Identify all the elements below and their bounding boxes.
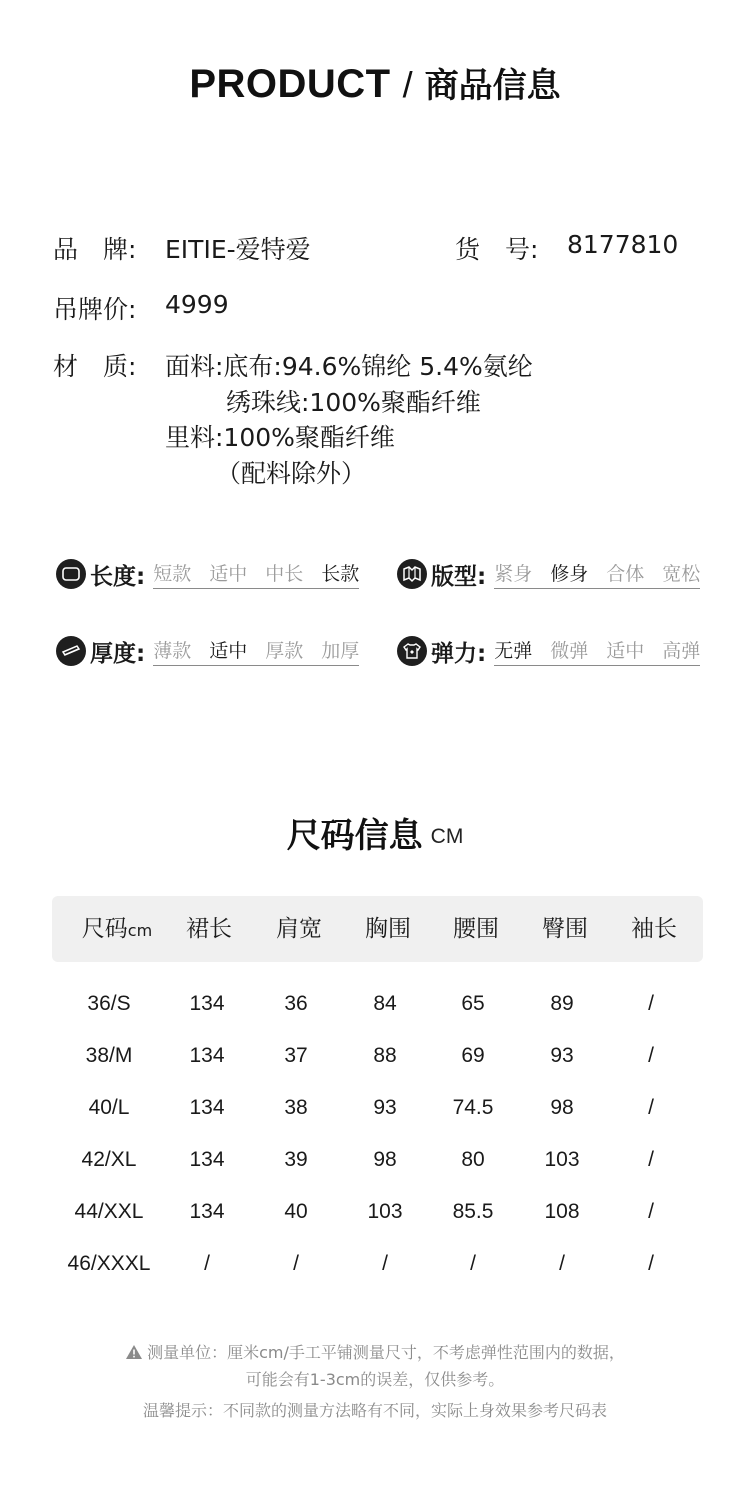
cell-bust: 103 — [367, 1200, 403, 1223]
cell-size: 44/XXL — [74, 1200, 144, 1223]
cell-sleeve: / — [648, 1252, 654, 1275]
cell-waist: 69 — [461, 1044, 485, 1067]
length-options — [153, 559, 359, 589]
table-row — [0, 1238, 750, 1290]
cell-shoulder: 39 — [284, 1148, 308, 1171]
header-size-text: 尺码 — [81, 916, 128, 942]
sku-label: 货 号: — [455, 235, 539, 264]
thickness-option-medium: 适中 — [209, 640, 248, 662]
material-line-3: 里料:100%聚酯纤维 — [165, 423, 395, 452]
thickness-icon — [56, 636, 86, 666]
header-separator: / — [402, 64, 413, 105]
attribute-thickness — [56, 633, 359, 669]
elasticity-option-high: 高弹 — [662, 640, 701, 662]
cell-sleeve: / — [648, 1044, 654, 1067]
cell-skirt-length: 134 — [189, 1096, 225, 1119]
note-line-1-text: 测量单位：厘米cm/手工平铺测量尺寸，不考虑弹性范围内的数据， — [147, 1343, 625, 1362]
brand-label: 品 牌: — [53, 235, 137, 264]
thickness-option-extra-thick: 加厚 — [321, 640, 360, 662]
fit-icon — [397, 559, 427, 589]
header-shoulder: 肩宽 — [276, 916, 322, 942]
note-line-3: 温馨提示：不同款的测量方法略有不同，实际上身效果参考尺码表 — [142, 1401, 607, 1420]
cell-hip: 98 — [550, 1096, 574, 1119]
fit-option-tight: 紧身 — [494, 563, 533, 585]
cell-shoulder: 40 — [284, 1200, 308, 1223]
table-row — [0, 1082, 750, 1134]
elasticity-options — [494, 636, 700, 666]
price-value: 4999 — [165, 290, 229, 319]
cell-waist: 85.5 — [452, 1200, 494, 1223]
cell-hip: 103 — [544, 1148, 580, 1171]
header-title-en: PRODUCT — [189, 62, 391, 106]
header-hip: 臀围 — [542, 916, 588, 942]
cell-size: 38/M — [85, 1044, 133, 1067]
thickness-option-thin: 薄款 — [153, 640, 192, 662]
cell-size: 42/XL — [81, 1148, 137, 1171]
cell-skirt-length: 134 — [189, 992, 225, 1015]
note-line-1 — [0, 1340, 750, 1364]
warning-icon — [125, 1344, 143, 1364]
header-waist: 腰围 — [453, 916, 499, 942]
table-row — [0, 1030, 750, 1082]
header-bust: 胸围 — [365, 916, 411, 942]
cell-hip: / — [559, 1252, 565, 1275]
size-title-unit: CM — [430, 825, 464, 848]
header-size — [67, 896, 167, 962]
page-header — [0, 58, 750, 107]
elasticity-icon — [397, 636, 427, 666]
elasticity-option-slight: 微弹 — [550, 640, 589, 662]
fit-option-loose: 宽松 — [662, 563, 701, 585]
table-row — [0, 1186, 750, 1238]
cell-skirt-length: 134 — [189, 1044, 225, 1067]
fit-option-slim: 修身 — [550, 563, 589, 585]
attribute-fit — [397, 556, 700, 592]
cell-waist: 80 — [461, 1148, 485, 1171]
cell-sleeve: / — [648, 1200, 654, 1223]
fit-options — [494, 559, 700, 589]
elasticity-option-none: 无弹 — [494, 640, 533, 662]
cell-shoulder: 37 — [284, 1044, 308, 1067]
header-sleeve: 袖长 — [631, 916, 677, 942]
header-skirt-length: 裙长 — [186, 916, 232, 942]
cell-sleeve: / — [648, 992, 654, 1015]
length-icon — [56, 559, 86, 589]
cell-sleeve: / — [648, 1096, 654, 1119]
material-line-4: （配料除外） — [216, 459, 367, 488]
sku-value: 8177810 — [567, 230, 679, 259]
thickness-options — [153, 636, 359, 666]
header-title-cn: 商品信息 — [424, 66, 561, 106]
fit-option-regular: 合体 — [606, 563, 645, 585]
length-option-short: 短款 — [153, 563, 192, 585]
note-line-2: 可能会有1-3cm的误差，仅供参考。 — [245, 1370, 505, 1389]
attribute-elasticity — [397, 633, 700, 669]
cell-shoulder: / — [293, 1252, 299, 1275]
cell-size: 46/XXXL — [67, 1252, 151, 1275]
length-label: 长度: — [90, 563, 146, 590]
cell-shoulder: 38 — [284, 1096, 308, 1119]
material-line-2: 绣珠线:100%聚酯纤维 — [226, 388, 481, 417]
fit-label: 版型: — [431, 563, 487, 590]
length-option-long: 长款 — [321, 563, 360, 585]
size-table-header — [52, 896, 703, 962]
attribute-length — [56, 556, 359, 592]
material-label: 材 质: — [53, 352, 137, 381]
size-info-title — [0, 808, 750, 857]
length-option-mid-long: 中长 — [265, 563, 304, 585]
cell-skirt-length: 134 — [189, 1148, 225, 1171]
cell-waist: 74.5 — [452, 1096, 494, 1119]
cell-hip: 108 — [544, 1200, 580, 1223]
cell-size: 40/L — [88, 1096, 130, 1119]
cell-bust: / — [382, 1252, 388, 1275]
elasticity-label: 弹力: — [431, 640, 487, 667]
table-row — [0, 978, 750, 1030]
cell-shoulder: 36 — [284, 992, 308, 1015]
cell-waist: 65 — [461, 992, 485, 1015]
elasticity-option-medium: 适中 — [606, 640, 645, 662]
thickness-label: 厚度: — [90, 640, 146, 667]
cell-bust: 98 — [373, 1148, 397, 1171]
cell-skirt-length: / — [204, 1252, 210, 1275]
cell-size: 36/S — [87, 992, 131, 1015]
material-line-1: 面料:底布:94.6%锦纶 5.4%氨纶 — [165, 352, 533, 381]
cell-hip: 89 — [550, 992, 574, 1015]
length-option-medium: 适中 — [209, 563, 248, 585]
cell-sleeve: / — [648, 1148, 654, 1171]
size-title-text: 尺码信息 — [286, 816, 423, 856]
brand-value: EITIE-爱特爱 — [165, 235, 311, 264]
thickness-option-thick: 厚款 — [265, 640, 304, 662]
table-row — [0, 1134, 750, 1186]
cell-bust: 84 — [373, 992, 397, 1015]
cell-bust: 93 — [373, 1096, 397, 1119]
header-size-unit: cm — [127, 921, 153, 940]
cell-bust: 88 — [373, 1044, 397, 1067]
cell-hip: 93 — [550, 1044, 574, 1067]
cell-waist: / — [470, 1252, 476, 1275]
cell-skirt-length: 134 — [189, 1200, 225, 1223]
price-label: 吊牌价: — [53, 295, 137, 324]
